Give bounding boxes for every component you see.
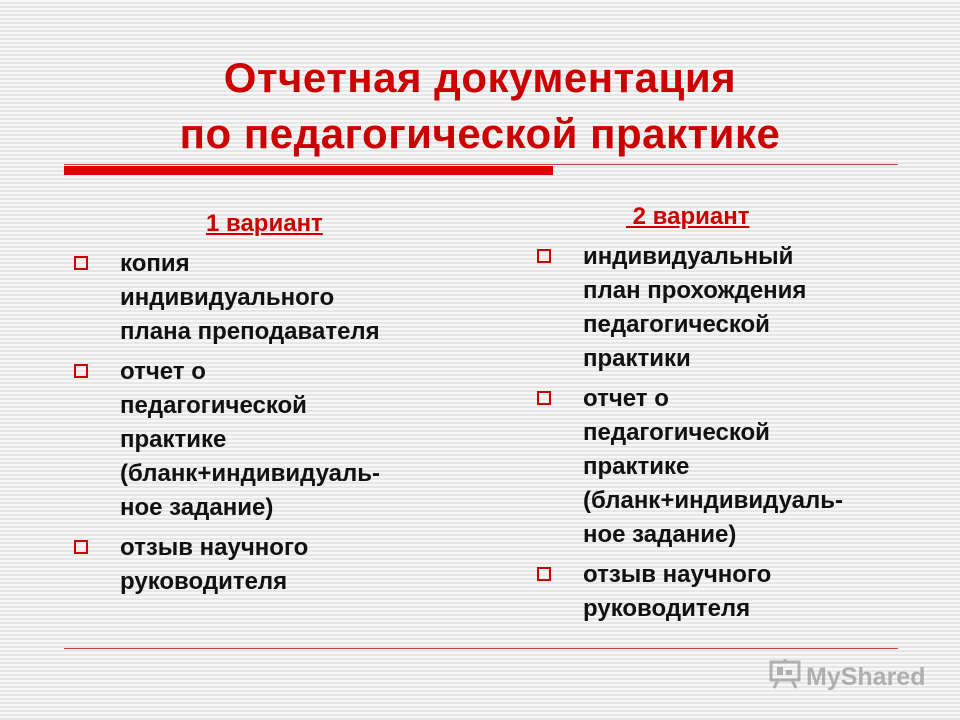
list-item-line: педагогической [583, 311, 770, 338]
list-item-line: индивидуальный [583, 243, 794, 270]
list-item [533, 558, 933, 626]
list-item [70, 247, 470, 349]
list-item-line: плана преподавателя [120, 318, 380, 345]
list-item-line: ное задание) [120, 494, 274, 521]
square-bullet-icon [74, 256, 88, 270]
square-bullet-icon [537, 249, 551, 263]
divider-bottom [64, 648, 898, 649]
variant-2-heading: 2 вариант [626, 203, 750, 230]
list-item-line: ное задание) [583, 521, 737, 548]
list-item [70, 531, 470, 599]
title-line-1: Отчетная документация [223, 54, 737, 101]
square-bullet-icon [74, 364, 88, 378]
square-bullet-icon [74, 540, 88, 554]
watermark-text: MyShared [806, 663, 926, 691]
list-item-line: практики [583, 345, 691, 372]
square-bullet-icon [537, 567, 551, 581]
list-item-line: (бланк+индивидуаль- [583, 487, 843, 514]
list-item-line: план прохождения [583, 277, 807, 304]
list-item-line: педагогической [583, 419, 770, 446]
list-item-line: руководителя [120, 568, 288, 595]
list-item-line: индивидуального [120, 284, 335, 311]
list-item [533, 382, 933, 552]
list-item [70, 355, 470, 525]
list-item-line: копия [120, 250, 190, 277]
page-title [0, 50, 960, 162]
variant-1-heading: 1 вариант [206, 210, 323, 237]
divider-top [64, 164, 898, 165]
list-item-line: отчет о [120, 358, 206, 385]
variant-1-list [70, 247, 470, 599]
list-item [533, 240, 933, 376]
list-item-line: отчет о [583, 385, 669, 412]
variant-2-list [533, 240, 933, 626]
title-line-2: по педагогической практике [179, 110, 781, 157]
list-item-line: руководителя [583, 595, 751, 622]
list-item-line: педагогической [120, 392, 307, 419]
list-item-line: практике [120, 426, 227, 453]
list-item-line: практике [583, 453, 690, 480]
square-bullet-icon [537, 391, 551, 405]
list-item-line: отзыв научного [583, 561, 772, 588]
list-item-line: отзыв научного [120, 534, 309, 561]
list-item-line: (бланк+индивидуаль- [120, 460, 380, 487]
presentation-board-icon [768, 658, 802, 697]
variant-1-column [70, 207, 470, 605]
watermark [768, 658, 925, 697]
variant-2-column [533, 200, 933, 632]
accent-bar [64, 166, 553, 175]
